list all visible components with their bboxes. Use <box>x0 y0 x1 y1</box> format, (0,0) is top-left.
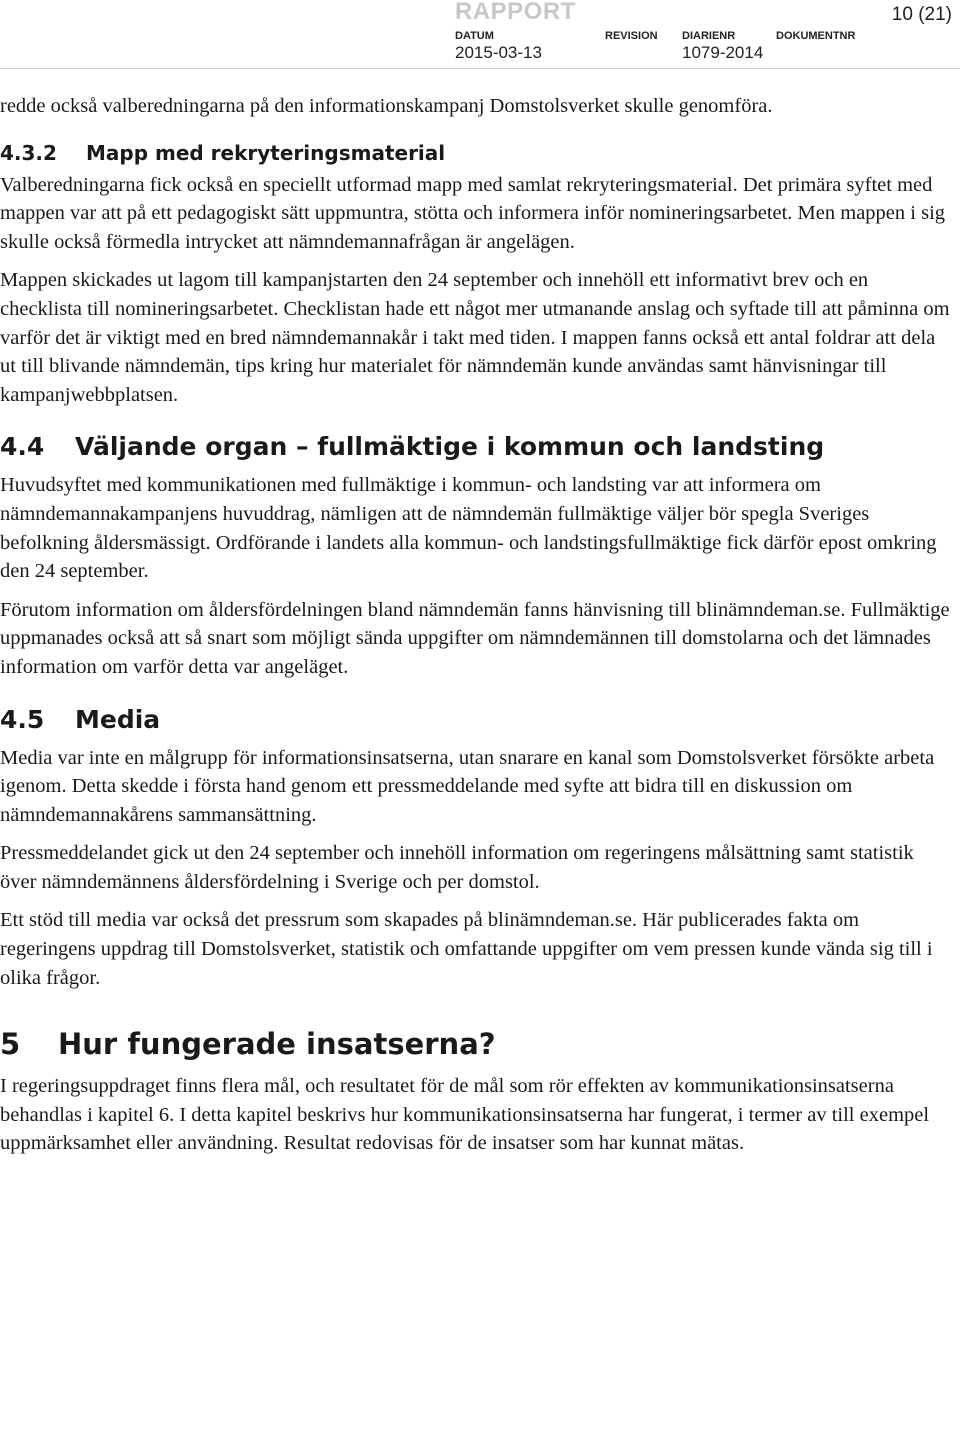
dokumentnr-label: DOKUMENTNR <box>776 30 856 42</box>
paragraph: Pressmeddelandet gick ut den 24 september och innehöll information om regeringens målsättning samt statistik över nämndemännens åldersfördelning i Sverige och per domstol. <box>0 842 914 893</box>
document-type: RAPPORT <box>455 0 576 25</box>
paragraph: Förutom information om åldersfördelningen bland nämndemän fanns hänvisning till blinämndeman.se. Fullmäktige uppmanades också att så snart som möjligt sända uppgifter om nämndemännen till domstolarna och det lämnades information om varför detta var angeläget. <box>0 598 950 678</box>
section-heading-4-5 <box>0 704 952 736</box>
chapter-heading-5 <box>0 1026 952 1062</box>
section-title: Väljande organ – fullmäktige i kommun och landsting <box>75 432 825 462</box>
paragraph: Ett stöd till media var också det pressrum som skapades på blinämndeman.se. Här publicerades fakta om regeringens uppdrag till Domstolsverket, statistik och omfattande uppgifter om vem pressen kunde vända sig till i olika frågor. <box>0 909 933 989</box>
chapter-number: 5 <box>0 1027 21 1062</box>
revision-label: REVISION <box>605 30 658 42</box>
section-title: Media <box>75 704 161 734</box>
section-heading-4-3-2 <box>0 139 952 167</box>
paragraph: I regeringsuppdraget finns flera mål, och resultatet för de mål som rör effekten av kommunikationsinsatserna behandlas i kapitel 6. I detta kapitel beskrivs hur kommunikationsinsatserna har fungerat, i termer av till exempel uppmärksamhet eller användning. Resultat redovisas för de insatser som har kunnat mätas. <box>0 1075 930 1155</box>
paragraph: Mappen skickades ut lagom till kampanjstarten den 24 september och innehöll ett informativt brev och en checklista till nomineringsarbetet. Checklistan hade ett något mer utmanande anslag och syftade till att påminna om varför det är viktigt med en bred nämndemannakår i takt med tiden. I mappen fanns också ett antal foldrar att dela ut till blivande nämndemän, tips kring hur materialet för nämndemän kunde användas samt hänvisningar till kampanjwebbplatsen. <box>0 269 950 406</box>
datum-label: DATUM <box>455 30 494 42</box>
section-number: 4.5 <box>0 704 45 734</box>
section-number: 4.3.2 <box>0 140 57 165</box>
diarienr-label: DIARIENR <box>682 30 736 42</box>
intro-paragraph: redde också valberedningarna på den informationskampanj Domstolsverket skulle genomföra. <box>0 95 773 117</box>
section-title: Mapp med rekryteringsmaterial <box>86 140 446 165</box>
paragraph: Huvudsyftet med kommunikationen med fullmäktige i kommun- och landsting var att informera om nämndemannakampanjens huvuddrag, nämligen att de nämndemän fullmäktige väljer bör spegla Sveriges befolkning åldersmässigt. Ordförande i landets alla kommun- och landstingsfullmäktige fick därför epost omkring den 24 september. <box>0 474 937 583</box>
header-divider <box>0 68 960 69</box>
paragraph: Valberedningarna fick också en speciellt utformad mapp med samlat rekryteringsmaterial. Det primära syftet med mappen var att på ett pedagogiskt sätt uppmuntra, stötta och informera inför nomineringsarbetet. Men mappen i sig skulle också förmedla intrycket att nämndemannafrågan är angelägen. <box>0 173 946 253</box>
datum-value: 2015-03-13 <box>455 43 542 62</box>
page-number: 10 (21) <box>891 4 952 25</box>
document-body <box>0 92 952 1168</box>
paragraph: Media var inte en målgrupp för informationsinsatserna, utan snarare en kanal som Domstolsverket försökte arbeta igenom. Detta skedde i första hand genom ett pressmeddelande med syfte att bidra till en diskussion om nämndemannakårens sammansättning. <box>0 746 935 826</box>
section-heading-4-4 <box>0 431 952 463</box>
section-number: 4.4 <box>0 432 45 462</box>
diarienr-value: 1079-2014 <box>682 43 764 62</box>
page-header <box>0 0 960 70</box>
chapter-title: Hur fungerade insatserna? <box>58 1027 496 1062</box>
